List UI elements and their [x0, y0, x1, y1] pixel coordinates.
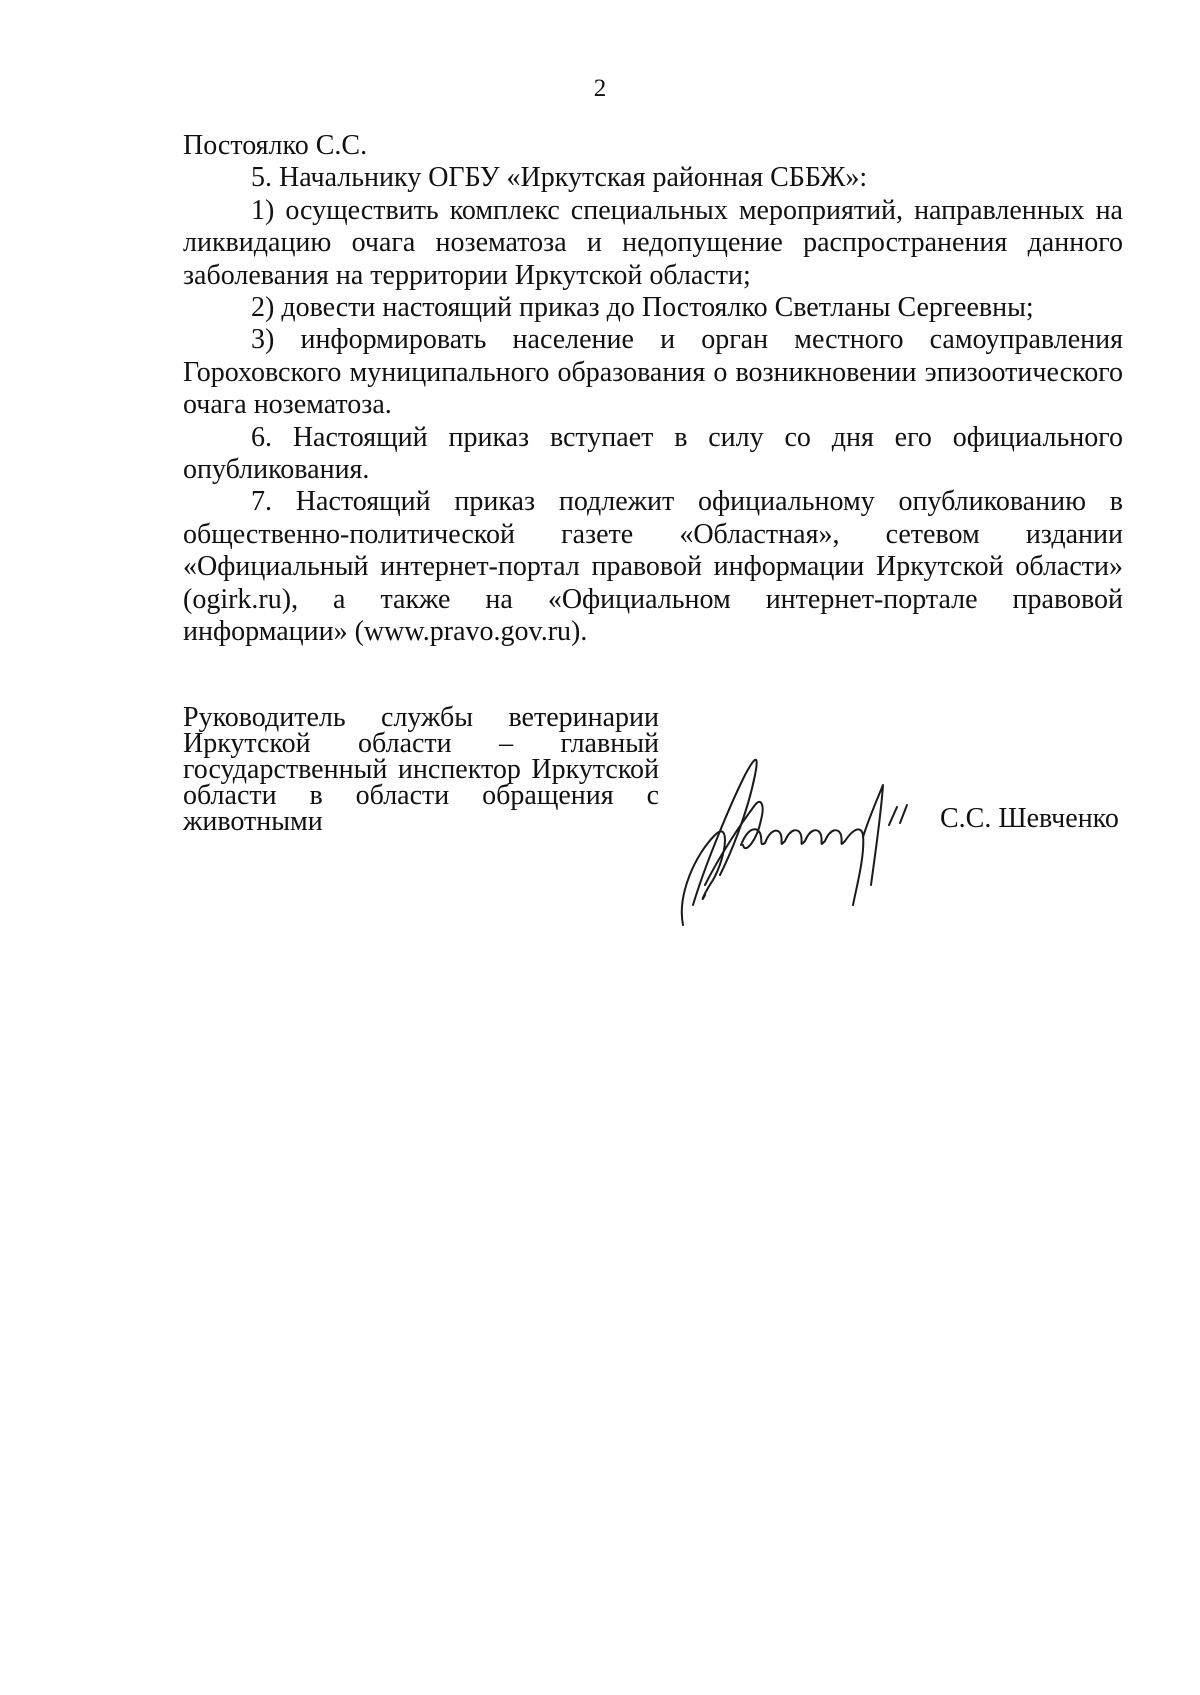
paragraph-item-7: 7. Настоящий приказ подлежит официальному опубликованию в общественно-политической газете «Областная», сетевом издании «Официальный интернет-портал правовой информации Иркутской области» (ogirk.ru), а также на «Официальном интернет-портале правовой информации» (www.pravo.gov.ru). [183, 486, 1123, 648]
handwritten-signature [675, 745, 935, 935]
paragraph-item-6: 6. Настоящий приказ вступает в силу со дня его официального опубликования. [183, 421, 1123, 486]
paragraph-subitem-3: 3) информировать население и орган местного самоуправления Гороховского муниципального образования о возникновении эпизоотического очага нозематоза. [183, 324, 1123, 421]
signatory-position [183, 702, 659, 837]
document-body [183, 130, 1123, 649]
page-number: 2 [593, 75, 607, 102]
paragraph-subitem-1: 1) осуществить комплекс специальных мероприятий, направленных на ликвидацию очага нозематоза и недопущение распространения данного заболевания на территории Иркутской области; [183, 194, 1123, 291]
signer-name: С.С. Шевченко [940, 803, 1119, 834]
paragraph-addressee-end: Постоялко С.С. [183, 130, 368, 161]
signatory-position-text: Руководитель службы ветеринарии Иркутской области – главный государственный инспектор Иркутской области в области обращения с животными [183, 702, 659, 837]
paragraph-subitem-2: 2) довести настоящий приказ до Постоялко Светланы Сергеевны; [251, 292, 1034, 324]
paragraph-item-5: 5. Начальнику ОГБУ «Иркутская районная СББЖ»: [251, 162, 868, 194]
